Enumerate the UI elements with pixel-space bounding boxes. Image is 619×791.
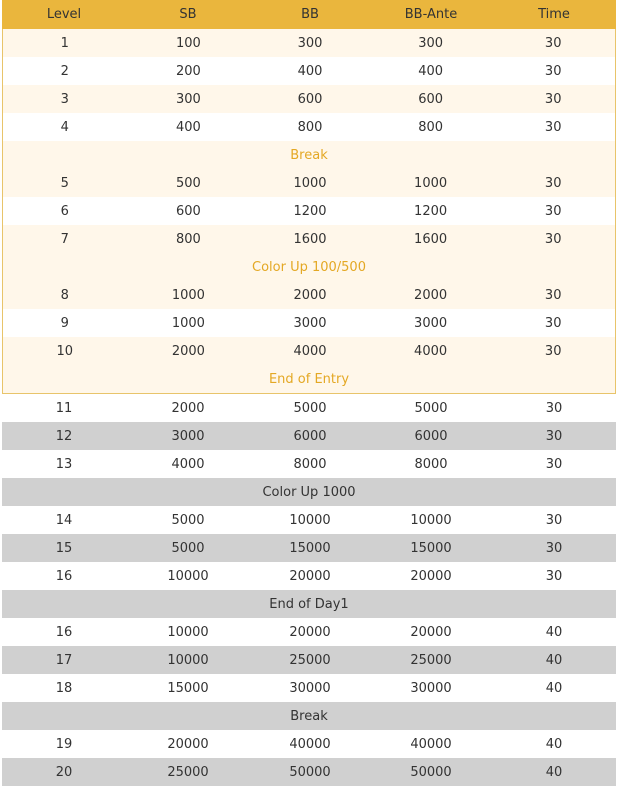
level-cell: 15 [55,540,73,556]
bb-cell: 50000 [289,764,331,780]
table-row [2,450,616,478]
bb-cell: 15000 [289,540,331,556]
time-cell: 40 [545,764,563,780]
table-row [3,197,615,225]
bb-ante-cell: 600 [418,91,444,107]
header-bb: BB [301,7,319,22]
bb-ante-cell: 6000 [414,428,448,444]
blind-structure-table [2,0,616,786]
level-cell: 14 [55,512,73,528]
sb-cell: 10000 [167,568,209,584]
bb-cell: 4000 [293,343,327,359]
level-cell: 20 [55,764,73,780]
bb-cell: 3000 [293,315,327,331]
sb-cell: 4000 [171,456,205,472]
break-row [2,590,616,618]
header-bb-ante: BB-Ante [404,7,458,22]
level-cell: 7 [60,231,69,247]
time-cell: 40 [545,680,563,696]
level-cell: 8 [60,287,69,303]
time-cell: 40 [545,652,563,668]
level-cell: 12 [55,428,73,444]
bb-cell: 800 [297,119,323,135]
sb-cell: 25000 [167,764,209,780]
bb-ante-cell: 400 [418,63,444,79]
table-row [2,618,616,646]
bb-cell: 8000 [293,456,327,472]
sb-cell: 200 [175,63,201,79]
break-row [2,478,616,506]
sb-cell: 2000 [171,400,205,416]
sb-cell: 600 [175,203,201,219]
level-cell: 1 [60,35,69,51]
table-row [2,506,616,534]
time-cell: 30 [544,231,562,247]
table-row [2,674,616,702]
time-cell: 30 [545,428,563,444]
level-cell: 11 [55,400,73,416]
bb-cell: 1600 [293,231,327,247]
bb-cell: 6000 [293,428,327,444]
bb-ante-cell: 1000 [414,175,448,191]
bb-cell: 1000 [293,175,327,191]
level-cell: 5 [60,175,69,191]
sb-cell: 800 [175,231,201,247]
time-cell: 30 [544,91,562,107]
table-row [3,309,615,337]
sb-cell: 400 [175,119,201,135]
table-row [3,57,615,85]
time-cell: 40 [545,624,563,640]
bb-ante-cell: 1200 [414,203,448,219]
sb-cell: 10000 [167,652,209,668]
sb-cell: 3000 [171,428,205,444]
bb-cell: 10000 [289,512,331,528]
bb-ante-cell: 5000 [414,400,448,416]
bb-cell: 300 [297,35,323,51]
header-level: Level [46,7,82,22]
level-cell: 2 [60,63,69,79]
level-cell: 16 [55,624,73,640]
table-row [2,562,616,590]
bb-ante-cell: 8000 [414,456,448,472]
bb-ante-cell: 20000 [410,568,452,584]
break-label: End of Day1 [269,596,349,612]
level-cell: 13 [55,456,73,472]
bb-ante-cell: 20000 [410,624,452,640]
table-row [2,422,616,450]
break-label: Break [290,147,328,163]
sb-cell: 5000 [171,512,205,528]
sb-cell: 1000 [171,287,205,303]
header-time: Time [538,7,570,22]
table-row [2,534,616,562]
time-cell: 30 [544,287,562,303]
bb-ante-cell: 30000 [410,680,452,696]
time-cell: 30 [544,119,562,135]
table-header-row [2,0,616,29]
time-cell: 30 [544,175,562,191]
time-cell: 30 [544,315,562,331]
bb-cell: 25000 [289,652,331,668]
bb-cell: 30000 [289,680,331,696]
time-cell: 40 [545,736,563,752]
bb-cell: 5000 [293,400,327,416]
bb-cell: 40000 [289,736,331,752]
sb-cell: 500 [175,175,201,191]
bb-ante-cell: 50000 [410,764,452,780]
break-row [3,253,615,281]
break-label: Color Up 1000 [262,484,356,500]
table-row [3,29,615,57]
bb-ante-cell: 25000 [410,652,452,668]
break-row [2,702,616,730]
bb-cell: 2000 [293,287,327,303]
time-cell: 30 [545,568,563,584]
sb-cell: 20000 [167,736,209,752]
level-cell: 6 [60,203,69,219]
break-label: Break [290,708,328,724]
sb-cell: 1000 [171,315,205,331]
bb-ante-cell: 4000 [414,343,448,359]
sb-cell: 5000 [171,540,205,556]
table-row [3,113,615,141]
level-cell: 16 [55,568,73,584]
break-label: Color Up 100/500 [252,259,366,275]
table-row [3,169,615,197]
break-row [3,365,615,393]
bb-ante-cell: 300 [418,35,444,51]
bb-ante-cell: 10000 [410,512,452,528]
sb-cell: 2000 [171,343,205,359]
bb-cell: 20000 [289,568,331,584]
bb-ante-cell: 800 [418,119,444,135]
sb-cell: 300 [175,91,201,107]
bb-ante-cell: 1600 [414,231,448,247]
level-cell: 9 [60,315,69,331]
time-cell: 30 [545,512,563,528]
bb-cell: 400 [297,63,323,79]
post-registration-group [2,394,616,786]
bb-cell: 20000 [289,624,331,640]
sb-cell: 15000 [167,680,209,696]
level-cell: 18 [55,680,73,696]
table-row [2,646,616,674]
bb-cell: 1200 [293,203,327,219]
table-row [3,337,615,365]
time-cell: 30 [545,540,563,556]
header-sb: SB [179,7,197,22]
bb-ante-cell: 2000 [414,287,448,303]
break-label: End of Entry [268,371,350,387]
table-row [3,281,615,309]
time-cell: 30 [544,343,562,359]
level-cell: 4 [60,119,69,135]
time-cell: 30 [545,456,563,472]
bb-ante-cell: 15000 [410,540,452,556]
table-row [3,225,615,253]
table-row [2,730,616,758]
sb-cell: 10000 [167,624,209,640]
table-row [2,394,616,422]
time-cell: 30 [544,35,562,51]
sb-cell: 100 [175,35,201,51]
time-cell: 30 [544,63,562,79]
level-cell: 10 [56,343,74,359]
level-cell: 3 [60,91,69,107]
time-cell: 30 [545,400,563,416]
bb-ante-cell: 3000 [414,315,448,331]
break-row [3,141,615,169]
table-row [2,758,616,786]
time-cell: 30 [544,203,562,219]
registration-period-group [2,29,616,394]
level-cell: 17 [55,652,73,668]
level-cell: 19 [55,736,73,752]
bb-cell: 600 [297,91,323,107]
table-row [3,85,615,113]
bb-ante-cell: 40000 [410,736,452,752]
